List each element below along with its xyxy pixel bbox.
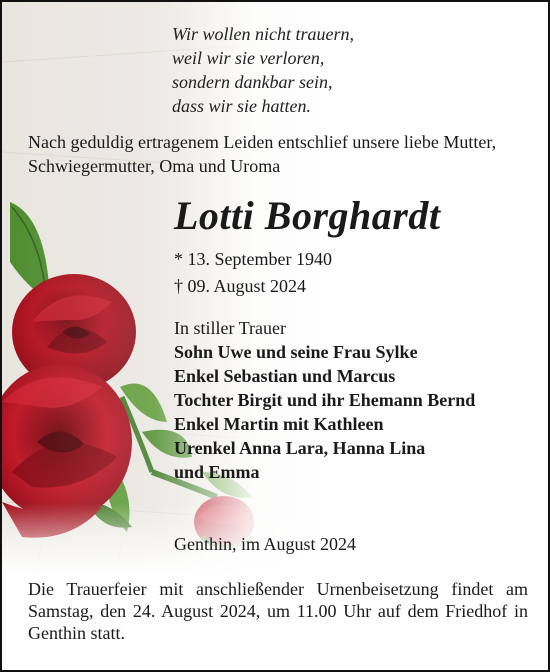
poem-line: Wir wollen nicht trauern, <box>172 24 354 44</box>
intro-text: Nach geduldig ertragenem Leiden entschlief unsere liebe Mutter, Schwiegermutter, Oma und Uroma <box>28 132 497 176</box>
birth-date: * 13. September 1940 <box>174 249 332 269</box>
mourners <box>174 316 475 484</box>
place-date: Genthin, im August 2024 <box>174 534 357 554</box>
death-date: † 09. August 2024 <box>174 276 307 296</box>
poem-line: weil wir sie verloren, <box>172 48 325 68</box>
mourner-line: Enkel Sebastian und Marcus <box>174 366 396 386</box>
deceased-name: Lotti Borghardt <box>174 193 441 238</box>
mourners-lead: In stiller Trauer <box>174 318 286 338</box>
mourner-line: Urenkel Anna Lara, Hanna Lina <box>174 438 426 458</box>
mourner-line: Sohn Uwe und seine Frau Sylke <box>174 342 418 362</box>
poem-line: dass wir sie hatten. <box>172 96 312 116</box>
life-dates <box>174 246 332 300</box>
service-notice: Die Trauerfeier mit anschließender Urnenbeisetzung findet am Samstag, den 24. August 2024, um 11.00 Uhr auf dem Friedhof in Genthin statt. <box>28 579 528 643</box>
poem <box>172 22 354 118</box>
mourner-line: Enkel Martin mit Kathleen <box>174 414 384 434</box>
mourner-line: und Emma <box>174 462 260 482</box>
mourner-line: Tochter Birgit und ihr Ehemann Bernd <box>174 390 476 410</box>
poem-line: sondern dankbar sein, <box>172 72 333 92</box>
